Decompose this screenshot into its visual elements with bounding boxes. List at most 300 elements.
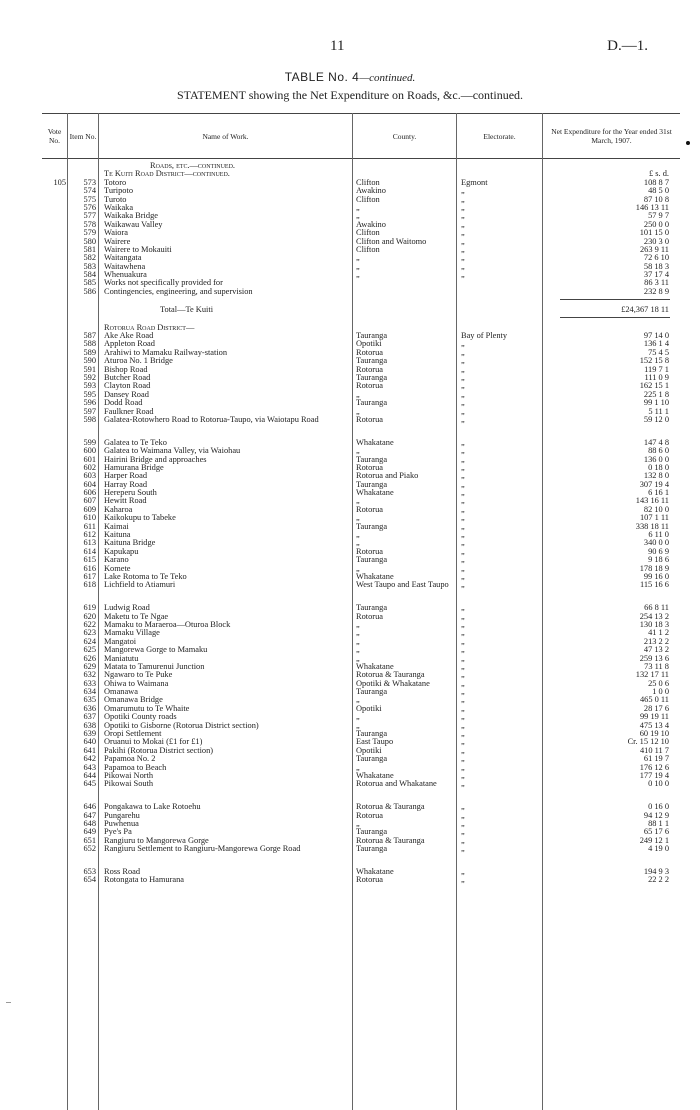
- electorate-name: „: [461, 688, 465, 697]
- table-title-continued: —continued.: [359, 72, 416, 84]
- expenditure-amount: 6 11 0: [648, 531, 669, 540]
- expenditure-amount: 99 16 0: [643, 572, 669, 581]
- expenditure-amount: 58 18 3: [643, 262, 669, 271]
- expenditure-amount: 111 0 9: [644, 373, 669, 382]
- item-number: 639: [83, 730, 96, 739]
- expenditure-amount: 132 17 11: [635, 671, 669, 680]
- electorate-name: „: [461, 271, 465, 280]
- expenditure-amount: 73 11 8: [644, 662, 669, 671]
- currency-heading: £ s. d.: [648, 170, 669, 179]
- table-row: [0, 506, 700, 514]
- rotorua-heading: Rotorua Road District—: [104, 323, 195, 332]
- work-name: Turoto: [104, 195, 127, 204]
- county-name: Opotiki & Whakatane: [356, 679, 430, 688]
- item-number: 593: [83, 382, 96, 391]
- electorate-name: „: [461, 480, 465, 489]
- county-name: Tauranga: [356, 828, 388, 837]
- work-name: Kaituna: [104, 531, 131, 540]
- work-name: Waikaka: [104, 203, 134, 212]
- table-row: [0, 229, 700, 237]
- table-row: [0, 638, 700, 646]
- item-number: 587: [83, 332, 96, 341]
- table-title-main: TABLE No. 4: [284, 70, 360, 84]
- county-name: „: [356, 262, 360, 271]
- work-name: Kapukapu: [104, 547, 139, 556]
- county-name: „: [356, 696, 360, 705]
- item-number: 647: [83, 811, 96, 820]
- county-name: „: [356, 271, 360, 280]
- table-row: [0, 820, 700, 828]
- rotorua-rows: [0, 332, 700, 885]
- item-number: 618: [83, 581, 96, 590]
- work-name: Waikawau Valley: [104, 220, 163, 229]
- county-name: Rotorua and Whakatane: [356, 780, 437, 789]
- expenditure-amount: 75 4 5: [648, 348, 669, 357]
- work-name: Dansey Road: [104, 390, 149, 399]
- column-header-name: Name of Work.: [202, 131, 249, 141]
- item-number: 634: [83, 688, 96, 697]
- expenditure-amount: 259 13 6: [639, 654, 669, 663]
- county-name: „: [356, 629, 360, 638]
- item-number: 637: [83, 713, 96, 722]
- table-row: [0, 489, 700, 497]
- page-number: 11: [330, 38, 345, 54]
- expenditure-amount: 338 18 11: [635, 522, 669, 531]
- work-name: Opotiki to Gisborne (Rotorua District section): [104, 721, 259, 730]
- expenditure-amount: 465 0 11: [639, 696, 669, 705]
- table-row: [0, 481, 700, 489]
- expenditure-amount: 0 18 0: [648, 463, 669, 472]
- county-name: Rotorua: [356, 811, 383, 820]
- work-name: Bishop Road: [104, 365, 148, 374]
- item-number: 603: [83, 472, 96, 481]
- county-name: Rotorua & Tauranga: [356, 836, 425, 845]
- expenditure-amount: 88 1 1: [648, 819, 669, 828]
- work-name: Oruanui to Mokai (£1 for £1): [104, 738, 203, 747]
- table-row: [0, 271, 700, 279]
- electorate-name: „: [461, 845, 465, 854]
- vote-number: 105: [53, 178, 66, 187]
- work-name: Galatea to Waimana Valley, via Waiohau: [104, 447, 241, 456]
- county-name: Rotorua & Tauranga: [356, 671, 425, 680]
- item-number: 601: [83, 455, 96, 464]
- work-name: Mangatoi: [104, 637, 137, 646]
- expenditure-amount: 263 9 11: [639, 245, 669, 254]
- item-number: 600: [83, 447, 96, 456]
- table-row: [0, 629, 700, 637]
- county-name: Rotorua: [356, 365, 383, 374]
- item-number: 652: [83, 845, 96, 854]
- county-name: Awakino: [356, 187, 386, 196]
- work-name: Wairere: [104, 237, 131, 246]
- work-name: Mamaku to Maraeroa—Oturoa Block: [104, 620, 231, 629]
- item-number: 609: [83, 505, 96, 514]
- electorate-name: „: [461, 679, 465, 688]
- work-name: Pikowai North: [104, 771, 154, 780]
- work-name: Galatea to Te Teko: [104, 438, 167, 447]
- electorate-name: „: [461, 604, 465, 613]
- item-number: 616: [83, 564, 96, 573]
- county-name: Tauranga: [356, 332, 388, 341]
- expenditure-amount: 177 19 4: [639, 771, 669, 780]
- column-header-expenditure: Net Expenditure for the Year ended 31st March, 1907.: [551, 127, 672, 145]
- work-name: Pikowai South: [104, 780, 154, 789]
- electorate-name: „: [461, 780, 465, 789]
- electorate-name: „: [461, 738, 465, 747]
- table-row: [0, 523, 700, 531]
- county-name: Tauranga: [356, 845, 388, 854]
- work-name: Hairini Bridge and approaches: [104, 455, 207, 464]
- table-body: [0, 162, 700, 885]
- expenditure-amount: 28 17 6: [643, 704, 669, 713]
- expenditure-amount: 136 0 0: [643, 455, 669, 464]
- county-name: „: [356, 564, 360, 573]
- item-number: 575: [83, 195, 96, 204]
- electorate-name: „: [461, 262, 465, 271]
- county-name: Clifton: [356, 229, 380, 238]
- table-row: [0, 464, 700, 472]
- table-row: [0, 279, 700, 287]
- electorate-name: Egmont: [461, 178, 488, 187]
- county-name: Opotiki: [356, 340, 382, 349]
- electorate-name: „: [461, 539, 465, 548]
- district-heading: [0, 170, 700, 178]
- electorate-name: „: [461, 522, 465, 531]
- item-number: 629: [83, 662, 96, 671]
- county-name: Rotorua: [356, 382, 383, 391]
- county-name: Rotorua: [356, 612, 383, 621]
- work-name: Wairere to Mokauiti: [104, 245, 172, 254]
- item-number: 595: [83, 390, 96, 399]
- electorate-name: „: [461, 229, 465, 238]
- electorate-name: „: [461, 771, 465, 780]
- item-number: 611: [83, 522, 96, 531]
- expenditure-amount: 147 4 8: [643, 438, 669, 447]
- expenditure-amount: 99 1 10: [643, 399, 669, 408]
- item-number: 641: [83, 746, 96, 755]
- table-row: [0, 713, 700, 721]
- expenditure-amount: 5 11 1: [648, 407, 669, 416]
- item-number: 588: [83, 340, 96, 349]
- expenditure-amount: 48 5 0: [648, 187, 669, 196]
- electorate-name: „: [461, 564, 465, 573]
- table-row: [0, 764, 700, 772]
- county-name: Tauranga: [356, 399, 388, 408]
- expenditure-amount: 194 9 3: [643, 867, 669, 876]
- item-number: 580: [83, 237, 96, 246]
- te-kuiti-total-row: [0, 306, 700, 314]
- item-number: 648: [83, 819, 96, 828]
- expenditure-amount: 176 12 6: [639, 763, 669, 772]
- item-number: 623: [83, 629, 96, 638]
- item-number: 613: [83, 539, 96, 548]
- county-name: Whakatane: [356, 572, 394, 581]
- item-number: 620: [83, 612, 96, 621]
- electorate-name: „: [461, 763, 465, 772]
- work-name: Pungarehu: [104, 811, 140, 820]
- expenditure-amount: 61 19 7: [643, 755, 669, 764]
- item-number: 645: [83, 780, 96, 789]
- county-name: „: [356, 620, 360, 629]
- electorate-name: „: [461, 447, 465, 456]
- item-number: 619: [83, 604, 96, 613]
- table-row: [0, 514, 700, 522]
- table-row: [0, 803, 700, 811]
- electorate-name: „: [461, 531, 465, 540]
- table-row: [0, 837, 700, 845]
- table-row: [0, 212, 700, 220]
- item-number: 649: [83, 828, 96, 837]
- electorate-name: „: [461, 755, 465, 764]
- work-name: Omanawa Bridge: [104, 696, 163, 705]
- total-rule: [560, 317, 670, 318]
- electorate-name: „: [461, 696, 465, 705]
- header-bottom-rule: [42, 158, 680, 159]
- electorate-name: „: [461, 662, 465, 671]
- table-row: [0, 581, 700, 598]
- county-name: Whakatane: [356, 662, 394, 671]
- electorate-name: „: [461, 497, 465, 506]
- table-row: [0, 456, 700, 464]
- table-row: [0, 408, 700, 416]
- electorate-name: „: [461, 505, 465, 514]
- expenditure-amount: 25 0 6: [648, 679, 669, 688]
- electorate-name: „: [461, 514, 465, 523]
- expenditure-amount: 254 13 2: [639, 612, 669, 621]
- item-number: 610: [83, 514, 96, 523]
- work-name: Maketu to Te Ngae: [104, 612, 169, 621]
- electorate-name: „: [461, 547, 465, 556]
- work-name: Harray Road: [104, 480, 148, 489]
- item-number: 574: [83, 187, 96, 196]
- margin-mark: [6, 1002, 11, 1003]
- item-number: 598: [83, 415, 96, 424]
- total-rule: [560, 299, 670, 300]
- county-name: Tauranga: [356, 455, 388, 464]
- electorate-name: „: [461, 438, 465, 447]
- work-name: Butcher Road: [104, 373, 151, 382]
- county-name: Rotorua & Tauranga: [356, 803, 425, 812]
- electorate-name: „: [461, 254, 465, 263]
- electorate-name: „: [461, 620, 465, 629]
- item-number: 606: [83, 489, 96, 498]
- work-name: Hamurana Bridge: [104, 463, 164, 472]
- column-header-vote: Vote No.: [47, 127, 62, 145]
- table-row: [0, 812, 700, 820]
- electorate-name: „: [461, 245, 465, 254]
- item-number: 576: [83, 203, 96, 212]
- county-name: Rotorua and Piako: [356, 472, 419, 481]
- electorate-name: „: [461, 390, 465, 399]
- electorate-name: „: [461, 463, 465, 472]
- item-number: 586: [83, 287, 96, 296]
- county-name: Tauranga: [356, 480, 388, 489]
- expenditure-amount: 249 12 1: [639, 836, 669, 845]
- table-row: [0, 621, 700, 629]
- expenditure-amount: 87 10 8: [643, 195, 669, 204]
- expenditure-amount: 475 13 4: [639, 721, 669, 730]
- electorate-name: „: [461, 704, 465, 713]
- table-row: [0, 340, 700, 348]
- county-name: Rotorua: [356, 876, 383, 885]
- item-number: 579: [83, 229, 96, 238]
- expenditure-amount: 162 15 1: [639, 382, 669, 391]
- table-row: [0, 179, 700, 187]
- item-number: 585: [83, 279, 96, 288]
- expenditure-amount: 108 8 7: [643, 178, 669, 187]
- county-name: Tauranga: [356, 604, 388, 613]
- table-row: [0, 366, 700, 374]
- county-name: Whakatane: [356, 867, 394, 876]
- work-name: Lichfield to Atiamuri: [104, 581, 176, 590]
- electorate-name: „: [461, 654, 465, 663]
- item-number: 625: [83, 646, 96, 655]
- expenditure-amount: 65 17 6: [643, 828, 669, 837]
- item-number: 577: [83, 212, 96, 221]
- electorate-name: „: [461, 713, 465, 722]
- expenditure-amount: 115 16 6: [639, 581, 669, 590]
- work-name: Clayton Road: [104, 382, 151, 391]
- county-name: Rotorua: [356, 547, 383, 556]
- expenditure-amount: 136 1 4: [643, 340, 669, 349]
- table-row: [0, 680, 700, 688]
- expenditure-amount: 340 0 0: [643, 539, 669, 548]
- work-name: Galatea-Rotowhero Road to Rotorua-Taupo, via Waiotapu Road: [104, 415, 319, 424]
- expenditure-amount: 94 12 9: [643, 811, 669, 820]
- electorate-name: „: [461, 811, 465, 820]
- expenditure-amount: 152 15 8: [639, 357, 669, 366]
- work-name: Faulkner Road: [104, 407, 154, 416]
- table-row: [0, 613, 700, 621]
- item-number: 651: [83, 836, 96, 845]
- county-name: „: [356, 819, 360, 828]
- work-name: Maniatutu: [104, 654, 139, 663]
- work-name: Appleton Road: [104, 340, 155, 349]
- electorate-name: „: [461, 399, 465, 408]
- expenditure-amount: 9 18 6: [648, 556, 669, 565]
- work-name: Rangiuru to Mangorewa Gorge: [104, 836, 209, 845]
- table-row: [0, 254, 700, 262]
- table-row: [0, 332, 700, 340]
- expenditure-amount: 230 3 0: [643, 237, 669, 246]
- item-number: 624: [83, 637, 96, 646]
- work-name: Kaituna Bridge: [104, 539, 156, 548]
- county-name: Clifton and Waitomo: [356, 237, 427, 246]
- county-name: „: [356, 637, 360, 646]
- electorate-name: „: [461, 746, 465, 755]
- item-number: 596: [83, 399, 96, 408]
- expenditure-amount: 41 1 2: [648, 629, 669, 638]
- table-row: [0, 565, 700, 573]
- work-name: Rangiuru Settlement to Rangiuru-Mangorewa Gorge Road: [104, 845, 301, 854]
- work-name: Totoro: [104, 178, 127, 187]
- expenditure-amount: 99 19 11: [639, 713, 669, 722]
- county-name: Whakatane: [356, 771, 394, 780]
- electorate-name: „: [461, 867, 465, 876]
- work-name: Hewitt Road: [104, 497, 147, 506]
- item-number: 581: [83, 245, 96, 254]
- te-kuiti-heading: Te Kuiti Road District—continued.: [104, 170, 230, 179]
- expenditure-amount: 0 10 0: [648, 780, 669, 789]
- item-number: 643: [83, 763, 96, 772]
- work-name: Waitangata: [104, 254, 142, 263]
- expenditure-amount: 37 17 4: [643, 271, 669, 280]
- section-heading: [0, 162, 700, 170]
- stray-mark: [686, 141, 690, 145]
- work-name: Waikaka Bridge: [104, 212, 158, 221]
- item-number: 599: [83, 438, 96, 447]
- item-number: 617: [83, 572, 96, 581]
- work-name: Lake Rotoma to Te Teko: [104, 572, 187, 581]
- work-name: Contingencies, engineering, and supervision: [104, 287, 253, 296]
- table-row: [0, 722, 700, 730]
- electorate-name: „: [461, 612, 465, 621]
- county-name: Tauranga: [356, 357, 388, 366]
- total-label: Total—Te Kuiti: [160, 306, 214, 315]
- table-row: [0, 357, 700, 365]
- table-row: [0, 868, 700, 876]
- work-name: Mamaku Village: [104, 629, 160, 638]
- county-name: Opotiki: [356, 746, 382, 755]
- work-name: Pongakawa to Lake Rotoehu: [104, 803, 201, 812]
- te-kuiti-rows: [0, 179, 700, 296]
- work-name: Ake Ake Road: [104, 332, 154, 341]
- expenditure-amount: 82 10 0: [643, 505, 669, 514]
- county-name: „: [356, 497, 360, 506]
- table-row: [0, 374, 700, 382]
- item-number: 626: [83, 654, 96, 663]
- expenditure-amount: 66 8 11: [644, 604, 669, 613]
- item-number: 636: [83, 704, 96, 713]
- expenditure-amount: 307 19 4: [639, 480, 669, 489]
- county-name: Tauranga: [356, 556, 388, 565]
- table-top-rule: [42, 113, 680, 114]
- expenditure-amount: 132 8 0: [643, 472, 669, 481]
- item-number: 633: [83, 679, 96, 688]
- item-number: 615: [83, 556, 96, 565]
- expenditure-amount: 213 2 2: [643, 637, 669, 646]
- item-number: 640: [83, 738, 96, 747]
- work-name: Pakihi (Rotorua District section): [104, 746, 214, 755]
- electorate-name: „: [461, 721, 465, 730]
- electorate-name: „: [461, 415, 465, 424]
- page-header: [0, 38, 700, 58]
- table-row: [0, 556, 700, 564]
- electorate-name: „: [461, 237, 465, 246]
- work-name: Waiora: [104, 229, 128, 238]
- electorate-name: Bay of Plenty: [461, 332, 508, 341]
- county-name: „: [356, 390, 360, 399]
- table-row: [0, 497, 700, 505]
- work-name: Dodd Road: [104, 399, 143, 408]
- item-number: 632: [83, 671, 96, 680]
- expenditure-amount: 59 12 0: [643, 415, 669, 424]
- document-reference: D.—1.: [607, 38, 648, 54]
- electorate-name: „: [461, 572, 465, 581]
- expenditure-amount: 1 0 0: [652, 688, 669, 697]
- work-name: Oropi Settlement: [104, 730, 162, 739]
- county-name: „: [356, 721, 360, 730]
- table-row: [0, 246, 700, 254]
- item-number: 589: [83, 348, 96, 357]
- table-subtitle: STATEMENT showing the Net Expenditure on Roads, &c.—continued.: [176, 88, 524, 102]
- item-number: 597: [83, 407, 96, 416]
- work-name: Puwhenua: [104, 819, 139, 828]
- table-row: [0, 221, 700, 229]
- expenditure-amount: 57 9 7: [648, 212, 669, 221]
- expenditure-amount: 143 16 11: [635, 497, 669, 506]
- item-number: 583: [83, 262, 96, 271]
